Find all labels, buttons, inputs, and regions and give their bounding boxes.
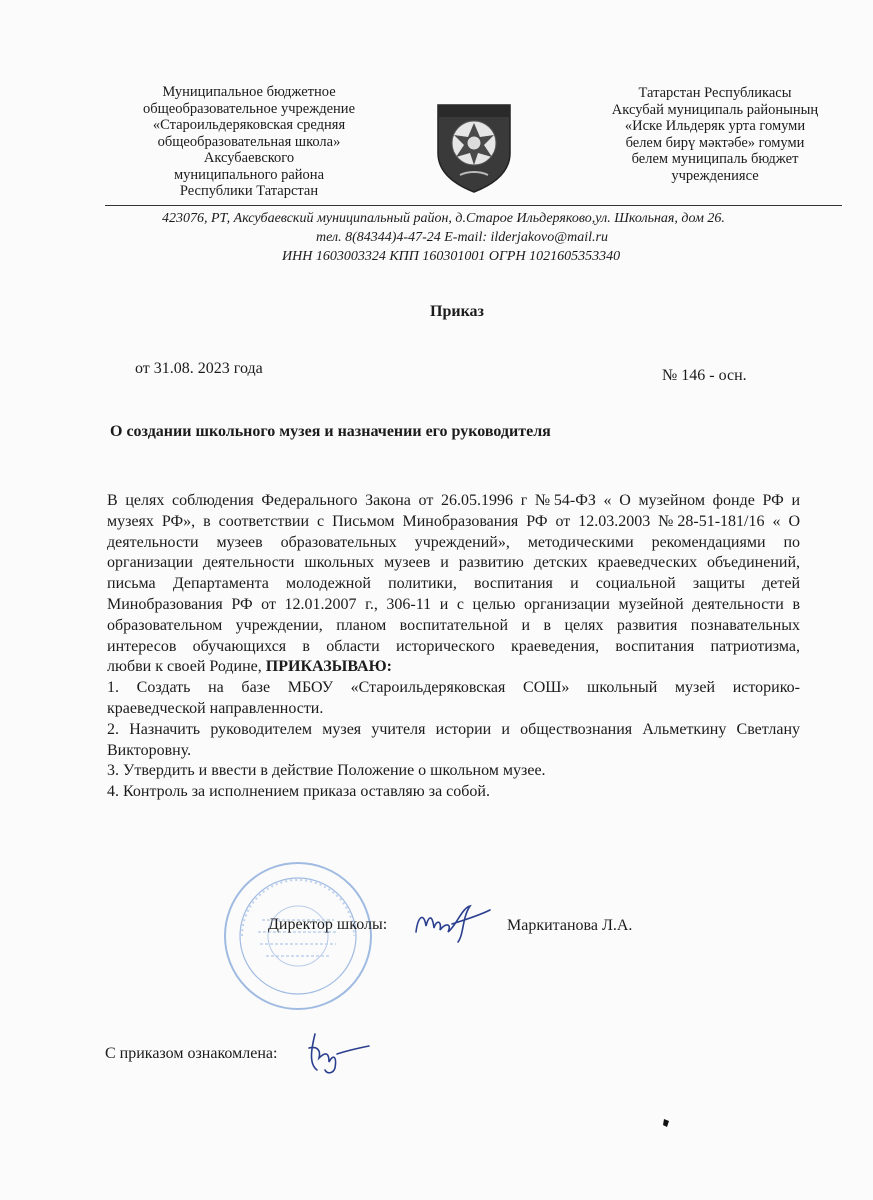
body-line xyxy=(107,657,800,678)
org-line: общеобразовательное учреждение xyxy=(142,100,356,117)
order-keyword: ПРИКАЗЫВАЮ: xyxy=(265,658,392,676)
body-line: интересов обучающихся в области исторического краеведения, воспитания патриотизма, xyxy=(107,637,800,655)
order-body xyxy=(107,491,800,803)
contact-line: тел. 8(84344)4-47-24 E-mail: ilderjakovo@mail.ru xyxy=(316,230,608,245)
body-line: письма Департамента молодежной политики, воспитания и социальной защиты детей xyxy=(107,575,800,593)
org-name-tatar xyxy=(580,85,850,184)
header-divider xyxy=(105,205,842,206)
ink-mark-icon xyxy=(662,1118,670,1128)
school-stamp-icon xyxy=(222,860,374,1012)
order-subject: О создании школьного музея и назначении его руководителя xyxy=(110,423,551,440)
body-line: образовательном учреждении, планом воспитательной и в целях развития познавательных xyxy=(107,616,800,634)
body-line-prefix: любви к своей Родине, xyxy=(107,658,266,676)
org-name-russian xyxy=(118,84,380,200)
org-line: учреждениясе xyxy=(671,167,759,184)
org-line: Муниципальное бюджетное xyxy=(162,84,336,100)
org-line: белем муниципаль бюджет xyxy=(631,151,799,167)
address-line: 423076, РТ, Аксубаевский муниципальный район, д.Старое Ильдеряково,ул. Школьная, дом 26. xyxy=(162,211,725,226)
order-item-2: 2. Назначить руководителем музея учителя истории и обществознания Альметкину Светлану xyxy=(107,720,800,738)
org-line: Аксубаевского xyxy=(203,150,295,166)
org-line: муниципального района xyxy=(174,166,324,183)
org-line: «Иске Ильдеряк урта гомуми xyxy=(624,118,806,134)
org-line: белем бирү мәктәбе» гомуми xyxy=(625,134,805,151)
acknowledgement-label: С приказом ознакомлена: xyxy=(105,1045,278,1062)
document-title: Приказ xyxy=(430,303,484,320)
director-signature-icon xyxy=(412,898,492,948)
body-line: организации деятельности школьных музеев и развитию детских краеведческих объединений, xyxy=(107,554,800,572)
director-name: Маркитанова Л.А. xyxy=(507,917,633,934)
org-line: «Староильдеряковская средняя xyxy=(152,117,346,133)
org-line: Республики Татарстан xyxy=(179,183,319,199)
order-item-3: 3. Утвердить и ввести в действие Положение о школьном музее. xyxy=(107,762,546,780)
body-line: В целях соблюдения Федерального Закона от 26.05.1996 г №54-ФЗ « О музейном фонде РФ и xyxy=(107,492,800,509)
registration-line: ИНН 1603003324 КПП 160301001 ОГРН 1021605353340 xyxy=(282,249,621,264)
order-item-4: 4. Контроль за исполнением приказа оставляю за собой. xyxy=(107,783,490,801)
body-line: деятельности музеев образовательных учреждений», методическими рекомендациями по xyxy=(107,533,800,551)
order-date: от 31.08. 2023 года xyxy=(135,360,263,377)
acknowledgement-signature-icon xyxy=(303,1028,373,1078)
org-line: Татарстан Республикасы xyxy=(638,85,792,101)
order-number: № 146 - осн. xyxy=(662,367,747,384)
order-item-1-cont: краеведческой направленности. xyxy=(107,699,324,717)
director-label: Директор школы: xyxy=(268,916,388,933)
org-line: общеобразовательная школа» xyxy=(157,133,341,150)
coat-of-arms-icon xyxy=(430,95,518,195)
org-line: Аксубай муниципаль районының xyxy=(611,101,819,118)
body-line: Минобразования РФ от 12.01.2007 г., 306-11 и с целью организации музейной деятельности в xyxy=(107,595,800,613)
order-item-1: 1. Создать на базе МБОУ «Староильдеряковская СОШ» школьный музей историко- xyxy=(107,679,800,697)
body-line: музеях РФ», в соответствии с Письмом Минобразования РФ от 12.03.2003 №28-51-181/16 « О xyxy=(107,512,800,530)
order-item-2-cont: Викторовну. xyxy=(107,741,192,759)
